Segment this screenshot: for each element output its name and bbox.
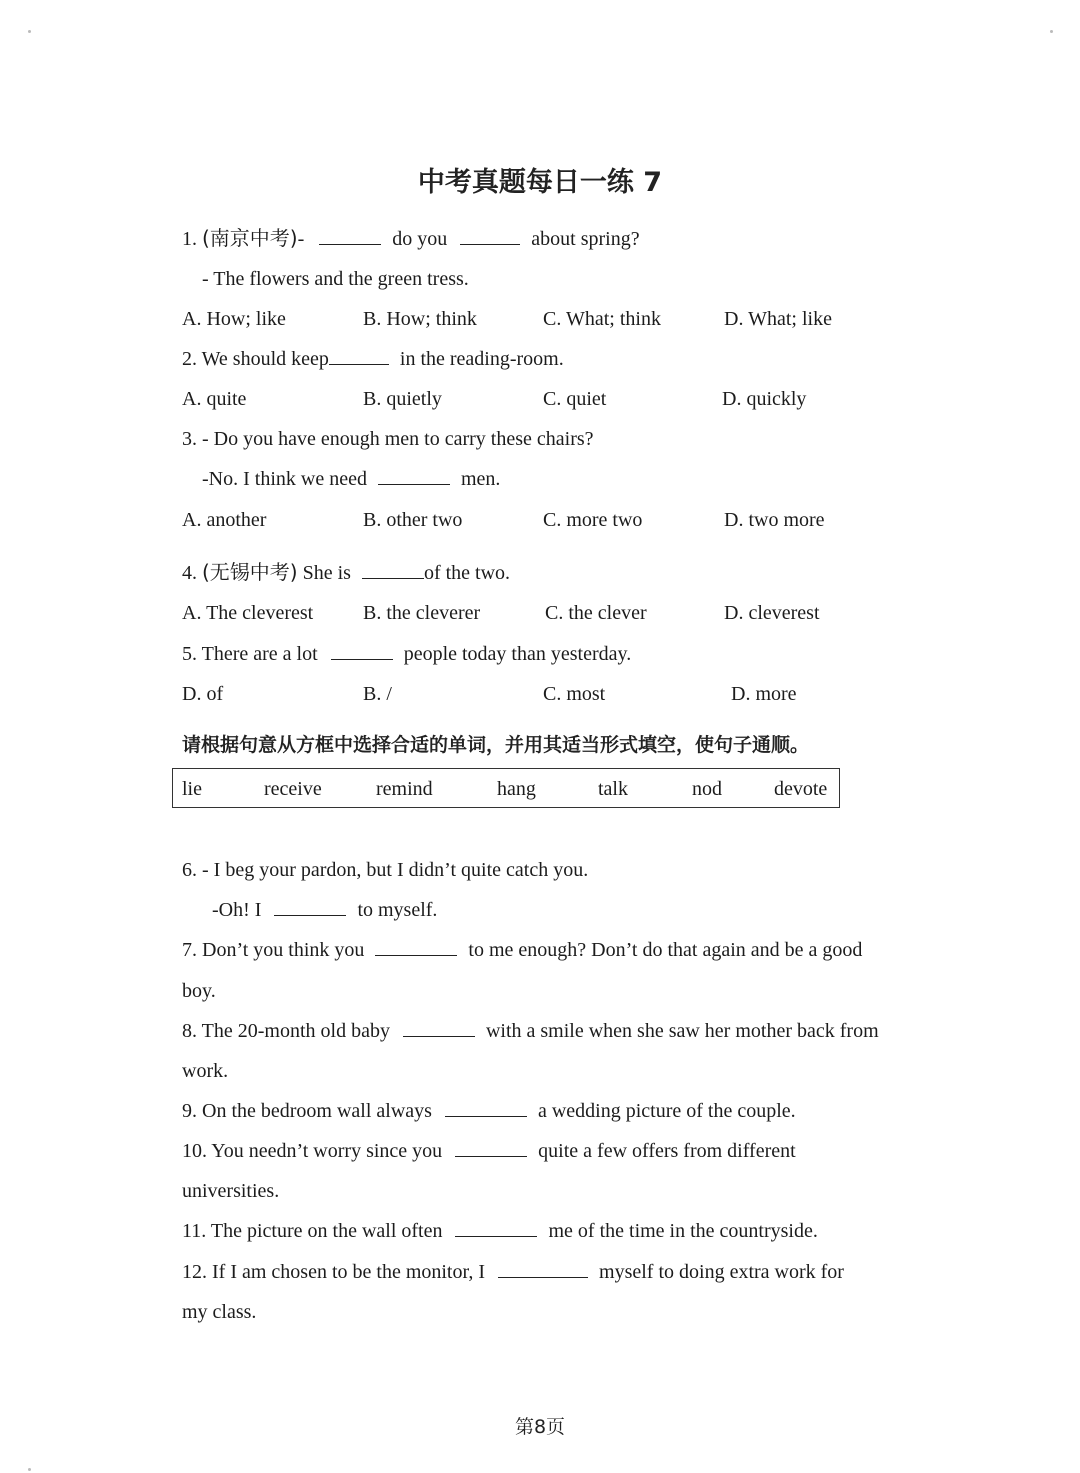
q10-continuation: universities.	[182, 1180, 280, 1202]
q8-continuation: work.	[182, 1060, 229, 1082]
page-title: 中考真题每日一练 7	[417, 167, 663, 198]
q3-option-b: B. other two	[363, 509, 463, 531]
q8-text: 8. The 20-month old baby	[182, 1020, 395, 1042]
q4-blank	[362, 562, 424, 579]
q10-blank	[455, 1140, 527, 1157]
q3-blank	[378, 468, 450, 485]
q12-blank	[498, 1261, 588, 1278]
q5-blank	[331, 643, 393, 660]
q3-option-c: C. more two	[543, 509, 643, 531]
q6-blank	[274, 899, 346, 916]
q3-text: men.	[455, 468, 501, 490]
q8-blank	[403, 1020, 475, 1037]
q4-text: She is	[297, 562, 356, 584]
q12-text: myself to doing extra work for	[594, 1261, 844, 1283]
q9-text: a wedding picture of the couple.	[532, 1100, 796, 1122]
q12-text: 12. If I am chosen to be the monitor, I	[182, 1261, 491, 1283]
q7-text: to me enough? Don’t do that again and be a good	[463, 939, 863, 961]
q3-option-a: A. another	[182, 509, 267, 531]
q7-blank	[375, 939, 457, 956]
q3-answer-line	[202, 468, 500, 491]
q1-blank-1	[319, 228, 381, 245]
word-devote: devote	[774, 778, 828, 800]
section-instruction: 请根据句意从方框中选择合适的单词，并用其适当形式填空，使句子通顺。	[182, 734, 810, 756]
q8-text: with a smile when she saw her mother back from	[480, 1020, 879, 1042]
q2-option-a: A. quite	[182, 388, 247, 410]
q6-text: -Oh! I	[212, 899, 267, 921]
q1-option-a: A. How; like	[182, 308, 286, 330]
q4-number: 4.	[182, 562, 202, 584]
scan-speck	[28, 1468, 31, 1471]
page-number: 第8页	[514, 1416, 566, 1438]
q2-option-b: B. quietly	[363, 388, 442, 410]
q4-option-a: A. The cleverest	[182, 602, 314, 624]
q6-text: to myself.	[352, 899, 438, 921]
q10-text: 10. You needn’t worry since you	[182, 1140, 448, 1162]
q1-blank-2	[460, 228, 520, 245]
q1-answer-line: - The flowers and the green tress.	[202, 268, 469, 290]
q4-option-c: C. the clever	[545, 602, 647, 624]
q9-blank	[445, 1100, 527, 1117]
q1-option-d: D. What; like	[724, 308, 832, 330]
q1-number: 1.	[182, 228, 202, 250]
q1-source: (南京中考)	[202, 226, 298, 250]
question-6: 6. - I beg your pardon, but I didn’t quite catch you.	[182, 859, 589, 881]
q2-text: in the reading-room.	[394, 348, 564, 370]
q12-continuation: my class.	[182, 1301, 257, 1323]
q1-text: -	[297, 228, 310, 250]
question-1	[182, 222, 640, 251]
question-9	[182, 1100, 796, 1123]
q4-text: of the two.	[423, 562, 511, 584]
scan-speck	[1050, 30, 1053, 33]
q2-option-d: D. quickly	[722, 388, 807, 410]
question-11	[182, 1220, 818, 1243]
question-7	[182, 939, 862, 962]
q1-option-b: B. How; think	[363, 308, 477, 330]
q2-option-c: C. quiet	[543, 388, 607, 410]
q7-text: 7. Don’t you think you	[182, 939, 370, 961]
word-hang: hang	[497, 778, 536, 800]
q5-option-c: C. most	[543, 683, 606, 705]
question-3: 3. - Do you have enough men to carry these chairs?	[182, 428, 594, 450]
q1-text: do you	[387, 228, 453, 250]
q6-answer-line	[212, 899, 437, 922]
q1-text: about spring?	[526, 228, 640, 250]
question-2	[182, 348, 564, 371]
question-12	[182, 1261, 844, 1284]
word-box	[172, 768, 840, 808]
q4-option-d: D. cleverest	[724, 602, 820, 624]
q1-option-c: C. What; think	[543, 308, 661, 330]
q3-option-d: D. two more	[724, 509, 825, 531]
q2-blank	[329, 348, 389, 365]
q4-option-b: B. the cleverer	[363, 602, 481, 624]
q5-text: people today than yesterday.	[398, 643, 632, 665]
q5-option-a: D. of	[182, 683, 224, 705]
q3-text: -No. I think we need	[202, 468, 372, 490]
question-8	[182, 1020, 879, 1043]
scan-speck	[28, 30, 31, 33]
q9-text: 9. On the bedroom wall always	[182, 1100, 437, 1122]
word-lie: lie	[182, 778, 202, 800]
word-receive: receive	[264, 778, 322, 800]
q2-text: 2. We should keep	[182, 348, 329, 370]
question-10	[182, 1140, 796, 1163]
word-remind: remind	[376, 778, 433, 800]
q11-text: me of the time in the countryside.	[543, 1220, 818, 1242]
q5-option-b: B. /	[363, 683, 392, 705]
q7-continuation: boy.	[182, 980, 216, 1002]
word-talk: talk	[598, 778, 628, 800]
q4-source: (无锡中考)	[202, 560, 298, 584]
q5-option-d: D. more	[731, 683, 797, 705]
q11-text: 11. The picture on the wall often	[182, 1220, 448, 1242]
q5-text: 5. There are a lot	[182, 643, 323, 665]
word-nod: nod	[692, 778, 722, 800]
question-4	[182, 556, 510, 585]
q10-text: quite a few offers from different	[533, 1140, 796, 1162]
q11-blank	[455, 1220, 537, 1237]
question-5	[182, 643, 631, 666]
